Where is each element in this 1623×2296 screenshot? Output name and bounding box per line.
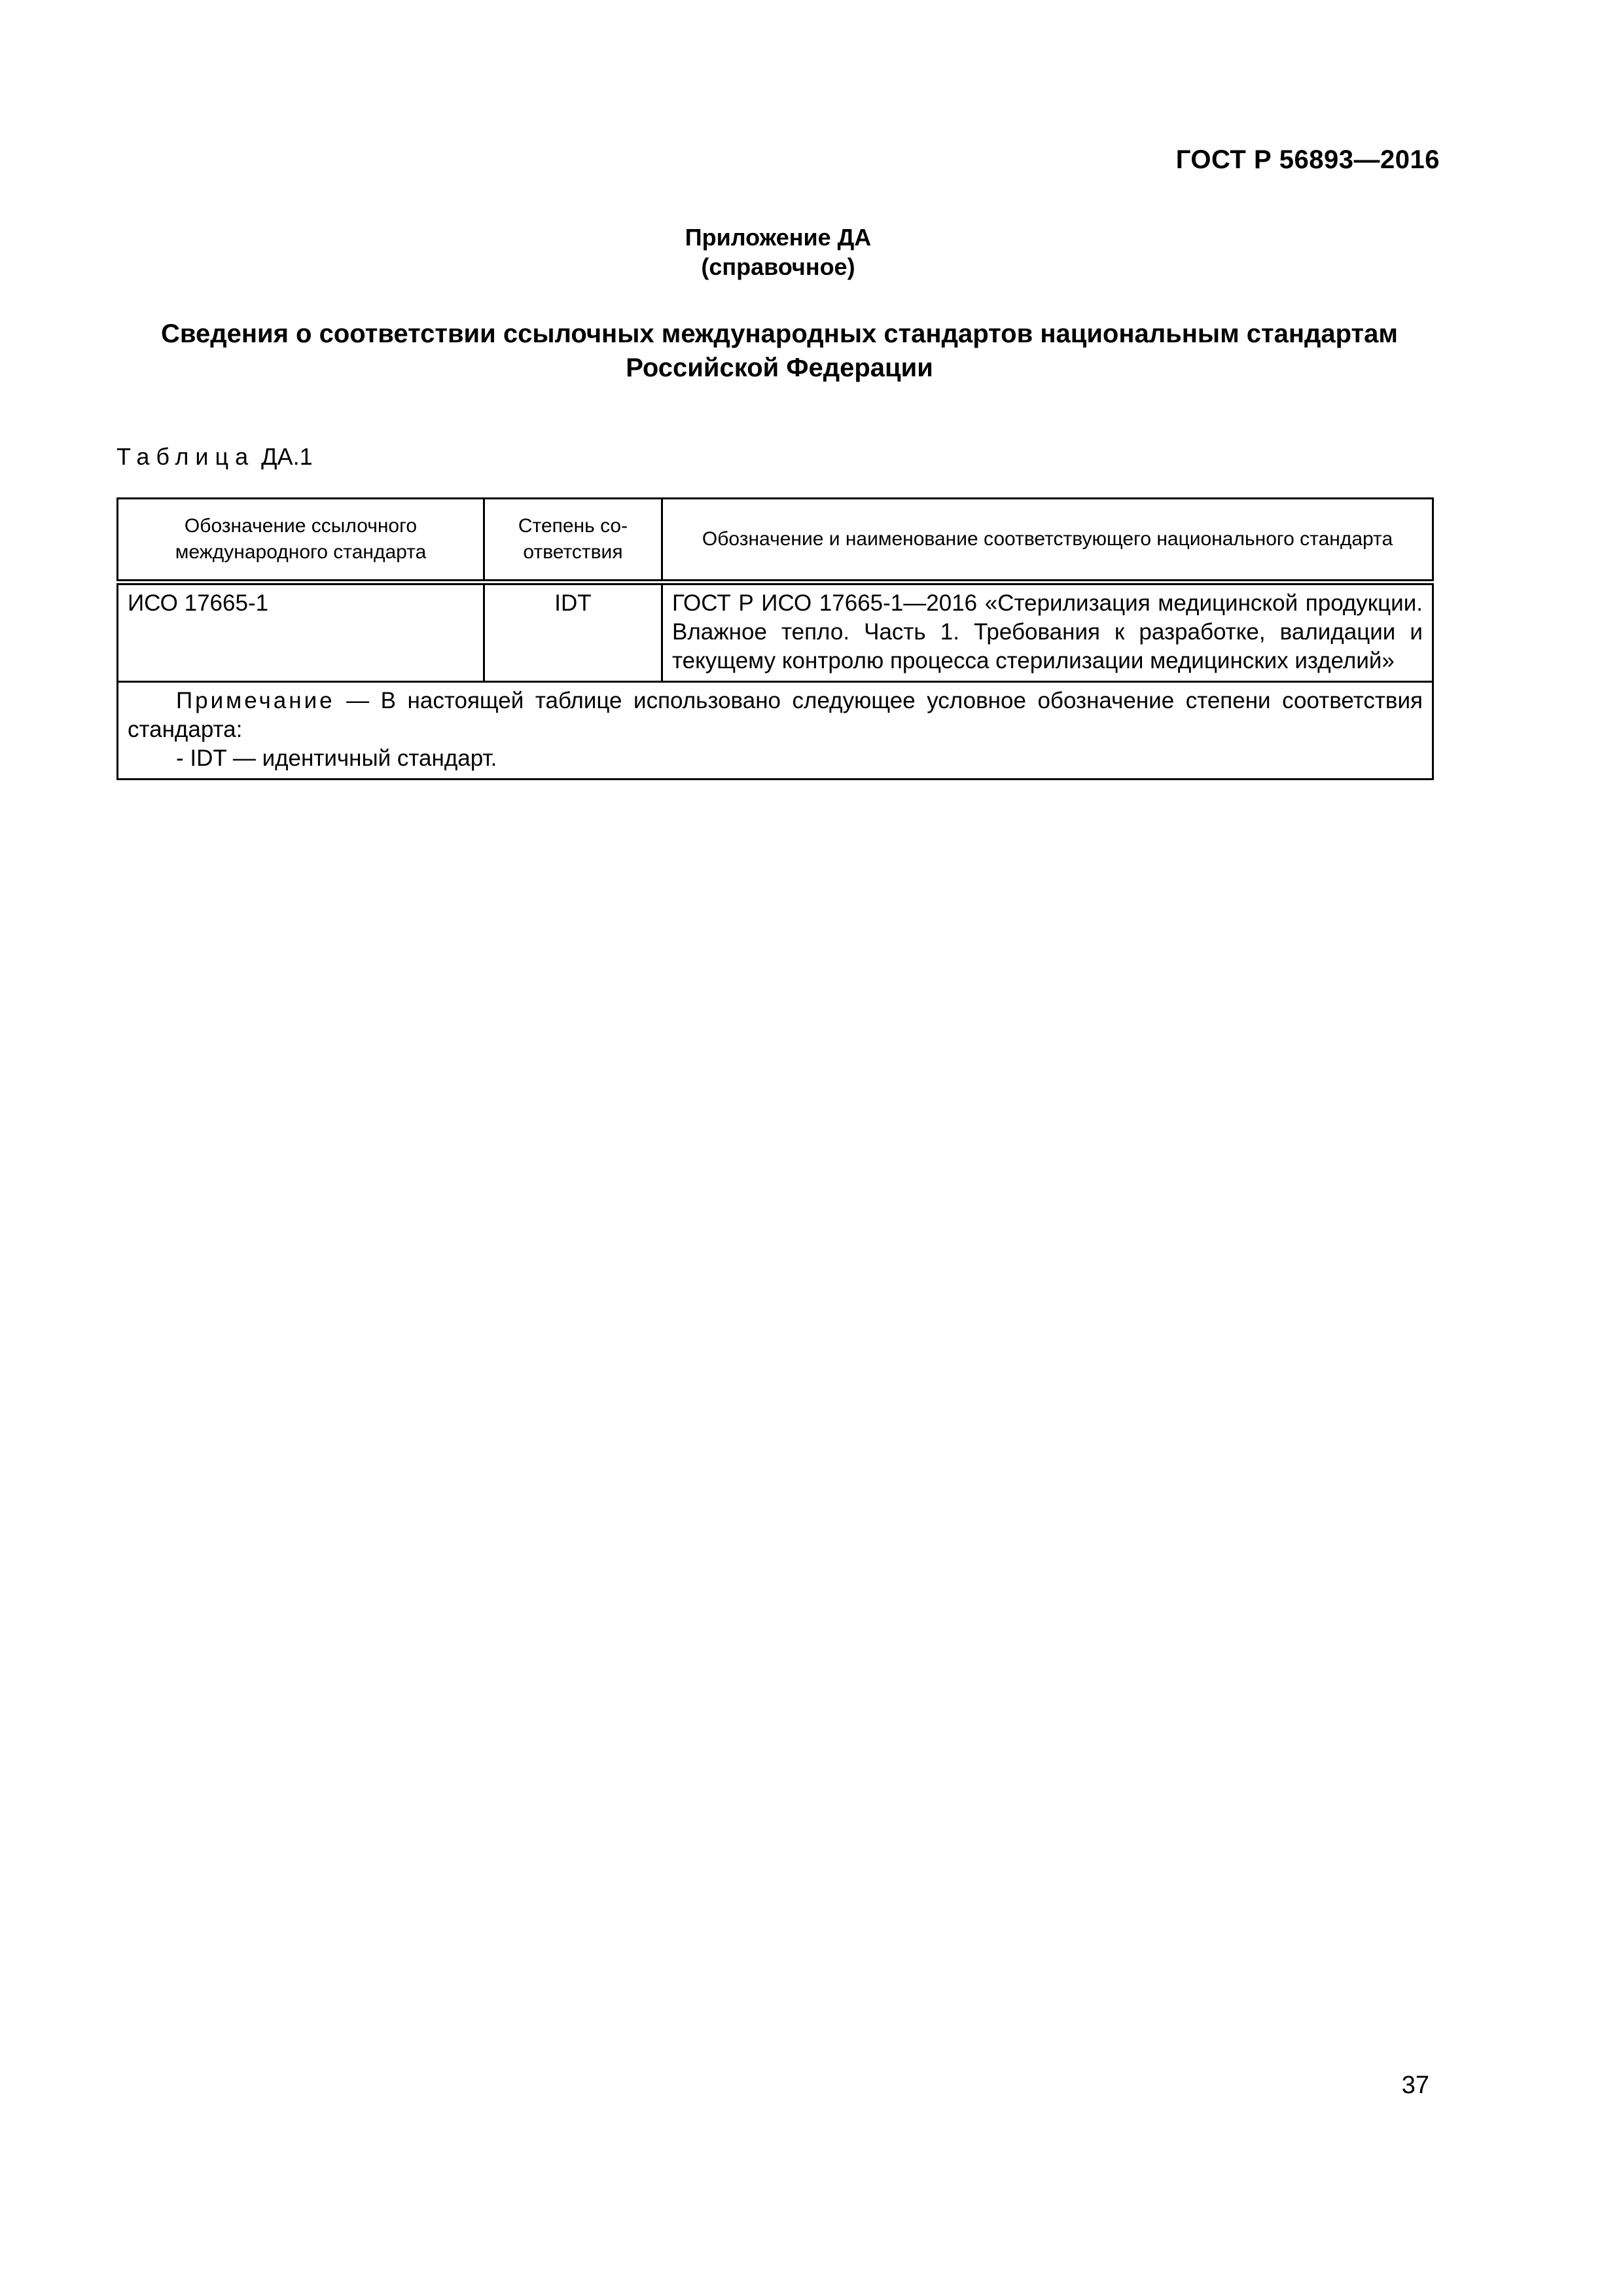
correspondence-table [116,497,1434,780]
document-code: ГОСТ Р 56893—2016 [1175,145,1440,174]
table-note-row [118,682,1433,780]
column-header-national-standard: Обозначение и наименование соответствующего национального стандарта [662,499,1433,583]
column-header-degree: Степень соответствия [484,499,662,583]
note-item: - IDT — идентичный стандарт. [176,745,497,771]
main-title [115,317,1444,385]
cell-national-standard: ГОСТ Р ИСО 17665-1—2016 «Стерилизация медицинской продукции. Влажное тепло. Часть 1. Требования к разработке, валидации и текущему контролю процесса стерилизации медицинских изделий» [662,583,1433,682]
main-title-line-2: Российской Федерации [626,353,933,382]
table-caption-number: ДА.1 [261,443,313,470]
note-body: — В настоящей таблице использовано следующее условное обозначение степени соответствия стандарта: [128,688,1423,742]
note-text [128,687,1423,744]
table-row [118,583,1433,682]
column-header-international-standard: Обозначение ссылочного международного стандарта [118,499,484,583]
appendix-title: Приложение ДА [685,224,872,251]
main-title-line-1: Сведения о соответствии ссылочных международных стандартов национальным стандартам [161,319,1398,348]
table-caption-label: Таблица [116,443,255,470]
appendix-subtitle: (справочное) [701,253,855,280]
cell-international-code: ИСО 17665-1 [118,583,484,682]
table-caption [116,443,313,471]
cell-degree: IDT [484,583,662,682]
table-header-row [118,499,1433,583]
page-number: 37 [1401,2072,1429,2099]
table-note [118,682,1433,780]
appendix-heading [0,223,1556,281]
note-label: Примечание [176,688,335,713]
